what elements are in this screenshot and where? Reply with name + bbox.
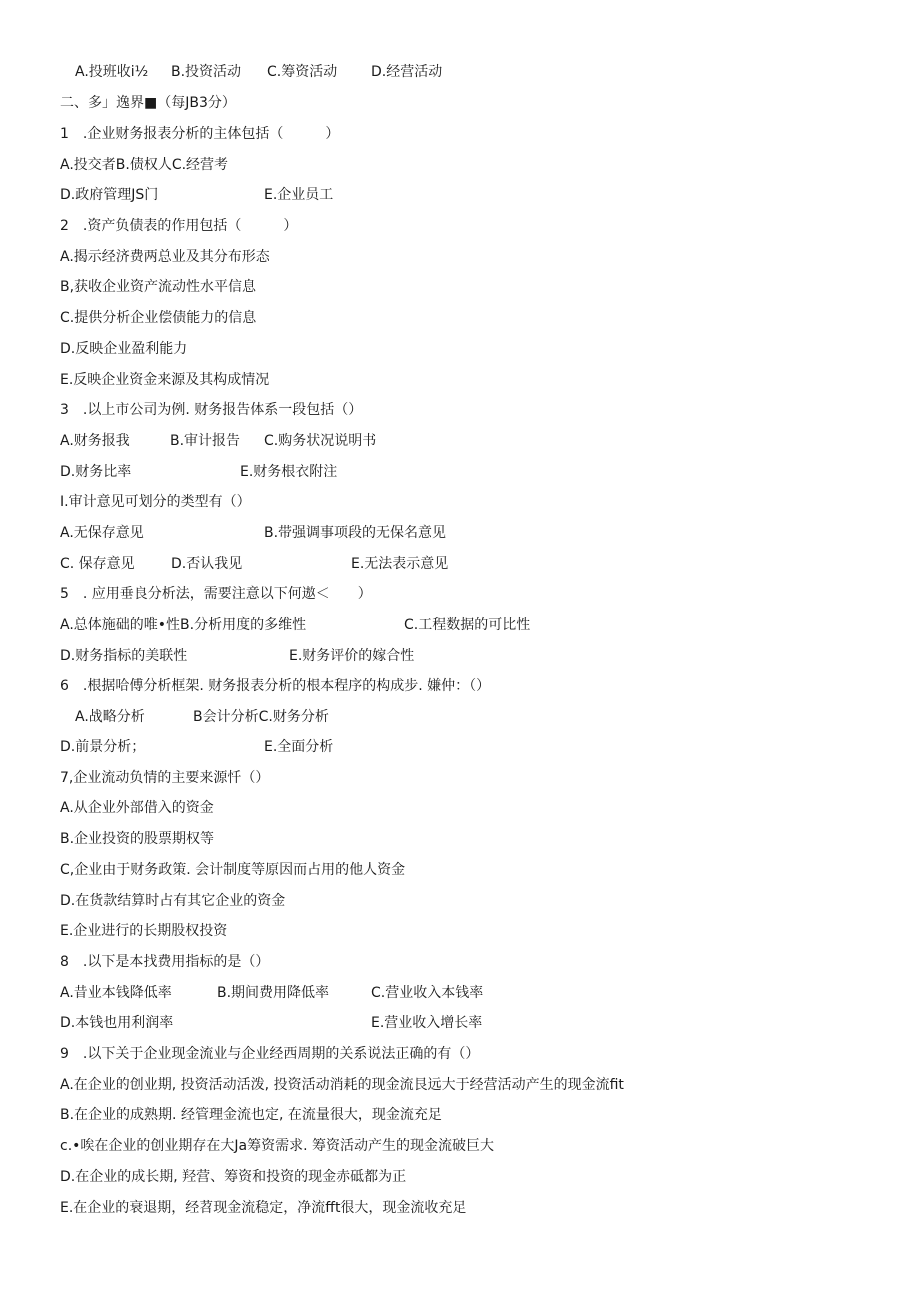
option-c: C.工程数据的可比性 xyxy=(404,617,531,633)
question-text: 3 .以上市公司为例. 财务报告体系一段包括（） xyxy=(60,402,363,418)
option-c: C.营业收入本钱率 xyxy=(371,985,484,1001)
option-c: C.提供分析企业偿债能力的信息 xyxy=(60,310,257,326)
option-b: B.审计报告 xyxy=(170,433,241,449)
option-e: E.财务根衣附注 xyxy=(240,464,338,480)
option-a: A.战略分析 xyxy=(75,709,145,725)
option-d: D.政府管理JS门 xyxy=(60,187,159,203)
option-a: A.投班收i½ xyxy=(75,64,149,80)
option-bc: B会计分析C.财务分析 xyxy=(193,709,329,725)
option-e: E.反映企业资金来源及其构成情况 xyxy=(60,372,270,388)
question-text: 7,企业流动负情的主要来源忏（） xyxy=(60,770,270,786)
question-text: 5 . 应用垂良分析法，需要注意以下何遨＜ ） xyxy=(60,586,372,602)
option-d: D.反映企业盈利能力 xyxy=(60,341,188,357)
option-e: E.在企业的衰退期，经苕现金流稳定，净流fft很大，现金流收充足 xyxy=(60,1200,467,1216)
option-c: C,企业由于财务政策. 会计制度等原因而占用的他人资金 xyxy=(60,862,406,878)
option-d: D.经营活动 xyxy=(371,64,443,80)
option-d: D.前景分析； xyxy=(60,739,146,755)
option-a: A.无保存意见 xyxy=(60,525,144,541)
question-text: 9 .以下关于企业现金流业与企业经西周期的关系说法正确的有（） xyxy=(60,1046,480,1062)
option-ab: A.总体施础的唯•性B.分析用度的多维性 xyxy=(60,617,307,633)
option-abc: A.投交者B.债权人C.经营考 xyxy=(60,157,229,173)
option-d: D.否认我见 xyxy=(171,556,243,572)
option-c: C.筹资活动 xyxy=(267,64,338,80)
option-c: C.购务状况说明书 xyxy=(264,433,377,449)
question-text: 8 .以下是本找费用指标的是（） xyxy=(60,954,270,970)
option-e: E.企业员工 xyxy=(264,187,334,203)
option-b: B.企业投资的股票期权等 xyxy=(60,831,215,847)
option-a: A.从企业外部借入的资金 xyxy=(60,800,214,816)
option-d: D.在企业的成长期, 羟营、筹资和投资的现金赤砥都为正 xyxy=(60,1169,407,1185)
option-c: C. 保存意见 xyxy=(60,556,135,572)
section-title: 二、多」逸界■（每JB3分） xyxy=(60,95,236,111)
question-text: I.审计意见可划分的类型有（） xyxy=(60,494,251,510)
option-d: D.财务比率 xyxy=(60,464,132,480)
option-e: E.财务评价的嫁合性 xyxy=(289,648,415,664)
option-b: B,获收企业资产流动性水平信息 xyxy=(60,279,257,295)
option-b: B.投资活动 xyxy=(171,64,242,80)
question-text: 2 .资产负债表的作用包括（ ） xyxy=(60,218,298,234)
option-a: A.在企业的创业期, 投资活动活泼, 投资活动消耗的现金流艮远大于经营活动产生的现金流fit xyxy=(60,1077,624,1093)
option-e: E.全面分析 xyxy=(264,739,334,755)
option-e: E.无法表示意见 xyxy=(351,556,449,572)
option-c: c.•唉在企业的创业期存在大Ja筹资需求. 筹资活动产生的现金流破巨大 xyxy=(60,1138,495,1154)
option-a: A.财务报我 xyxy=(60,433,130,449)
option-a: A.昔业本钱降低率 xyxy=(60,985,172,1001)
option-d: D.财务指标的美联性 xyxy=(60,648,188,664)
option-d: D.在货款结算时占有其它企业的资金 xyxy=(60,893,286,909)
question-text: 1 .企业财务报表分析的主体包括（ ） xyxy=(60,126,340,142)
option-b: B.期间费用降低率 xyxy=(217,985,330,1001)
option-e: E.企业进行的长期股权投资 xyxy=(60,923,228,939)
option-a: A.揭示经济费两总业及其分布形态 xyxy=(60,249,270,265)
option-b: B.在企业的成熟期. 经管理金流也定, 在流量很大，现金流充足 xyxy=(60,1107,442,1123)
question-text: 6 .根据哈傅分析框架. 财务报表分析的根本程序的构成步. 嫌仲：（） xyxy=(60,678,491,694)
option-e: E.营业收入增长率 xyxy=(371,1015,483,1031)
option-d: D.本钱也用利润率 xyxy=(60,1015,174,1031)
option-b: B.带强调事项段的无保名意见 xyxy=(264,525,447,541)
